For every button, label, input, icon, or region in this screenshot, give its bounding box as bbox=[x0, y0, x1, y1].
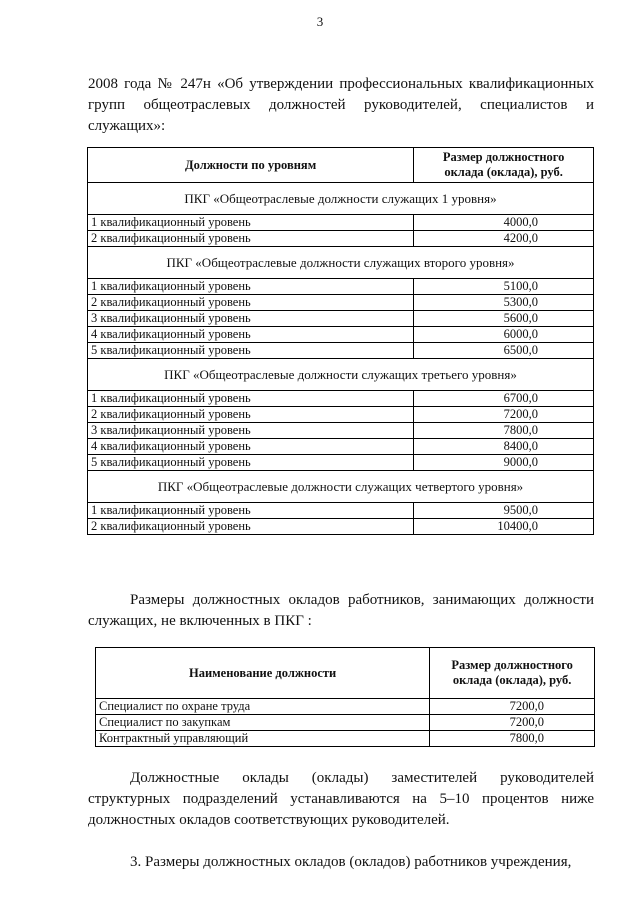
table-row bbox=[88, 343, 594, 359]
header-salary-line: Размер должностного bbox=[442, 150, 565, 164]
level-cell: 2 квалификационный уровень bbox=[88, 295, 414, 311]
level-cell: 2 квалификационный уровень bbox=[88, 407, 414, 423]
deputy-note-paragraph bbox=[88, 768, 594, 831]
table-header-row bbox=[96, 648, 595, 699]
table-row bbox=[88, 279, 594, 295]
table-row bbox=[96, 715, 595, 731]
level-cell: 2 квалификационный уровень bbox=[88, 519, 414, 535]
group-row bbox=[88, 359, 594, 391]
table-row bbox=[88, 439, 594, 455]
paragraph-non-pkg: Размеры должностных окладов работников, занимающих должности служащих, не включенных в ПКГ : bbox=[88, 592, 594, 629]
table-row bbox=[88, 407, 594, 423]
salary-cell: 7800,0 bbox=[430, 731, 595, 747]
table-row bbox=[96, 699, 595, 715]
header-salary-line: оклада (оклада), руб. bbox=[444, 165, 563, 179]
intro-line: служащих»: bbox=[88, 118, 166, 134]
table-row bbox=[88, 215, 594, 231]
salary-cell: 4200,0 bbox=[414, 231, 594, 247]
salary-cell: 9000,0 bbox=[414, 455, 594, 471]
level-cell: 5 квалификационный уровень bbox=[88, 455, 414, 471]
salary-cell: 5600,0 bbox=[414, 311, 594, 327]
table-header-row bbox=[88, 148, 594, 183]
header-salary bbox=[430, 648, 595, 699]
salary-cell: 7800,0 bbox=[414, 423, 594, 439]
position-cell: Специалист по охране труда bbox=[96, 699, 430, 715]
level-cell: 1 квалификационный уровень bbox=[88, 503, 414, 519]
level-cell: 4 квалификационный уровень bbox=[88, 439, 414, 455]
table-row bbox=[88, 423, 594, 439]
table-row bbox=[88, 503, 594, 519]
salary-cell: 6000,0 bbox=[414, 327, 594, 343]
salary-table-non-pkg bbox=[95, 647, 595, 747]
group-row bbox=[88, 471, 594, 503]
position-cell: Специалист по закупкам bbox=[96, 715, 430, 731]
note-line: должностных окладов соответствующих руководителей. bbox=[88, 812, 450, 828]
note-line: структурных подразделений устанавливаются на 5–10 процентов ниже bbox=[88, 791, 594, 807]
header-position-name: Наименование должности bbox=[96, 648, 430, 699]
level-cell: 3 квалификационный уровень bbox=[88, 423, 414, 439]
salary-cell: 6500,0 bbox=[414, 343, 594, 359]
table-row bbox=[96, 731, 595, 747]
level-cell: 3 квалификационный уровень bbox=[88, 311, 414, 327]
header-salary-line: оклада (оклада), руб. bbox=[452, 673, 572, 687]
salary-cell: 4000,0 bbox=[414, 215, 594, 231]
level-cell: 1 квалификационный уровень bbox=[88, 215, 414, 231]
level-cell: 1 квалификационный уровень bbox=[88, 279, 414, 295]
table-row bbox=[88, 391, 594, 407]
header-salary bbox=[414, 148, 594, 183]
table-row bbox=[88, 311, 594, 327]
table-row bbox=[88, 295, 594, 311]
salary-table-pkg bbox=[87, 147, 594, 535]
page-number: 3 bbox=[316, 14, 324, 29]
salary-cell: 5300,0 bbox=[414, 295, 594, 311]
group-title: ПКГ «Общеотраслевые должности служащих третьего уровня» bbox=[88, 359, 594, 391]
salary-cell: 10400,0 bbox=[414, 519, 594, 535]
header-positions: Должности по уровням bbox=[88, 148, 414, 183]
table-row bbox=[88, 455, 594, 471]
level-cell: 2 квалификационный уровень bbox=[88, 231, 414, 247]
salary-cell: 5100,0 bbox=[414, 279, 594, 295]
salary-cell: 6700,0 bbox=[414, 391, 594, 407]
salary-cell: 7200,0 bbox=[414, 407, 594, 423]
group-title: ПКГ «Общеотраслевые должности служащих 1 уровня» bbox=[88, 183, 594, 215]
header-salary-line: Размер должностного bbox=[451, 658, 573, 672]
salary-cell: 9500,0 bbox=[414, 503, 594, 519]
table-row bbox=[88, 519, 594, 535]
table-row bbox=[88, 231, 594, 247]
level-cell: 1 квалификационный уровень bbox=[88, 391, 414, 407]
intro-line: 2008 года № 247н «Об утверждении профессиональных квалификационных bbox=[88, 76, 594, 92]
position-cell: Контрактный управляющий bbox=[96, 731, 430, 747]
group-title: ПКГ «Общеотраслевые должности служащих второго уровня» bbox=[88, 247, 594, 279]
note-line: Должностные оклады (оклады) заместителей руководителей bbox=[130, 770, 594, 786]
level-cell: 4 квалификационный уровень bbox=[88, 327, 414, 343]
intro-paragraph bbox=[88, 74, 594, 137]
salary-cell: 7200,0 bbox=[430, 699, 595, 715]
table-row bbox=[88, 327, 594, 343]
salary-cell: 7200,0 bbox=[430, 715, 595, 731]
group-title: ПКГ «Общеотраслевые должности служащих четвертого уровня» bbox=[88, 471, 594, 503]
salary-cell: 8400,0 bbox=[414, 439, 594, 455]
level-cell: 5 квалификационный уровень bbox=[88, 343, 414, 359]
group-row bbox=[88, 183, 594, 215]
intro-line: групп общеотраслевых должностей руководителей, специалистов и bbox=[88, 97, 594, 113]
paragraph-3: 3. Размеры должностных окладов (окладов) работников учреждения, bbox=[130, 854, 572, 870]
group-row bbox=[88, 247, 594, 279]
